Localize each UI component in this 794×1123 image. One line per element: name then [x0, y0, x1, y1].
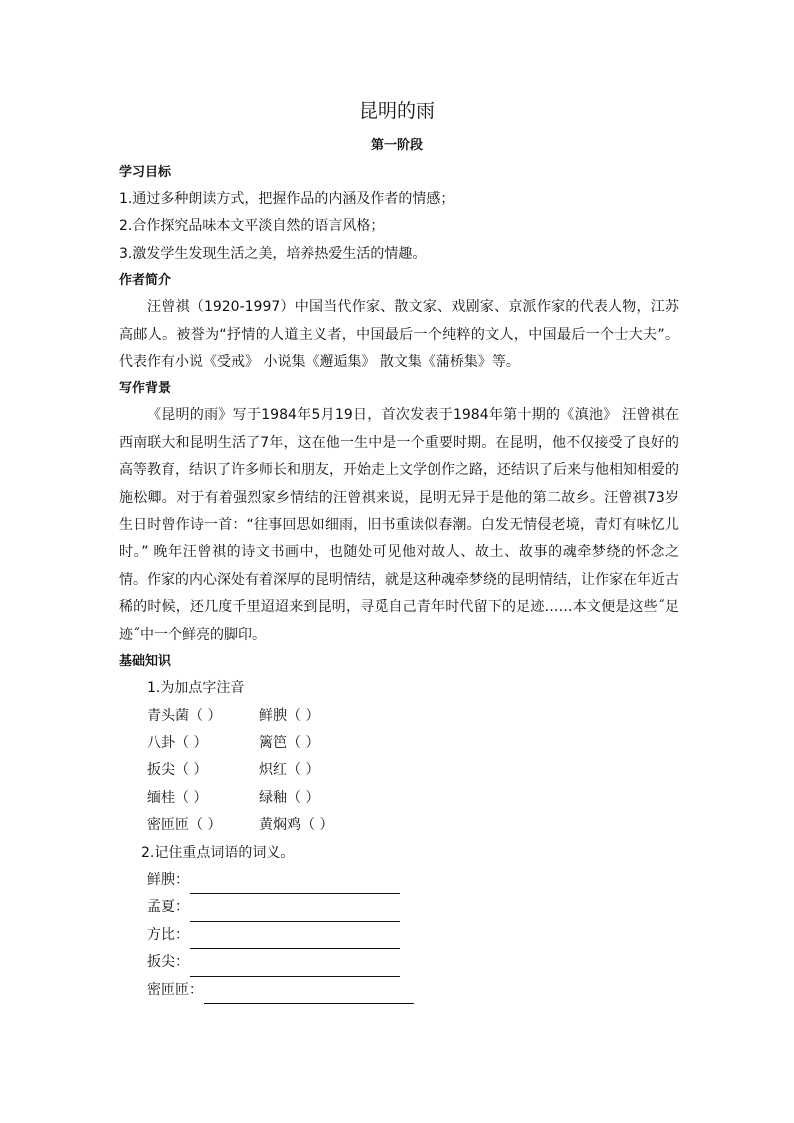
pinyin-blank[interactable]: 篱笆（ ）: [259, 734, 320, 751]
question-meaning: 2.记住重点词语的词义。: [141, 844, 295, 861]
pinyin-row: [119, 812, 679, 839]
section-heading-author: 作者简介: [119, 273, 172, 289]
pinyin-blank[interactable]: 扳尖（ ）: [147, 762, 208, 779]
term-label: 扳尖：: [147, 954, 189, 971]
pinyin-blank[interactable]: 青头菌（ ）: [147, 707, 222, 724]
answer-line[interactable]: [190, 874, 400, 894]
pinyin-blank[interactable]: 鲜腴（ ）: [259, 707, 320, 724]
pinyin-blank[interactable]: 炽红（ ）: [259, 762, 320, 779]
meaning-row: [119, 894, 679, 921]
term-label: 方比：: [147, 926, 189, 943]
meaning-row: [119, 949, 679, 976]
term-label: 孟夏：: [147, 899, 189, 916]
background-paragraph: 《昆明的雨》写于1984年5月19日，首次发表于1984年第十期的《滇池》 汪曾祺在西南联大和昆明生活了7年，这在他一生中是一个重要时期。在昆明，他不仅接受了良好的高等教育，结识了许多师长和朋友，开始走上文学创作之路，还结识了后来与他相知相爱的施松卿。对于有着强烈家乡情结的汪曾祺来说，昆明无异于是他的第二故乡。汪曾祺73岁生日时曾作诗一首：“往事回思如细雨，旧书重读似春潮。白发无情侵老境，青灯有味忆儿时。” 晚年汪曾祺的诗文书画中，也随处可见他对故人、故土、故事的魂牵梦绕的怀念之情。作家的内心深处有着深厚的昆明情结，就是这种魂牵梦绕的昆明情结，让作家在年近古稀的时候，还几度千里迢迢来到昆明，寻觅自己青年时代留下的足迹……本文便是这些˝足迹˝中一个鲜亮的脚印。: [119, 407, 679, 643]
pinyin-row: [119, 730, 679, 757]
pinyin-blank[interactable]: 八卦（ ）: [147, 734, 208, 751]
goal-item: 2.合作探究品味本文平淡自然的语言风格；: [119, 218, 385, 235]
section-heading-basics: 基础知识: [119, 654, 172, 670]
pinyin-row: [119, 703, 679, 730]
pinyin-blank[interactable]: 密匝匝（ ）: [147, 817, 222, 834]
pinyin-blank[interactable]: 绿釉（ ）: [259, 789, 320, 806]
section-heading-goals: 学习目标: [119, 165, 172, 180]
answer-line[interactable]: [190, 902, 400, 922]
stage-label: 第一阶段: [370, 138, 423, 153]
question-pinyin: 1.为加点字注音: [147, 680, 245, 697]
section-heading-background: 写作背景: [119, 381, 172, 397]
answer-line[interactable]: [204, 984, 414, 1004]
answer-line[interactable]: [190, 957, 400, 977]
pinyin-blank[interactable]: 黄焖鸡（ ）: [259, 817, 334, 834]
term-label: 密匝匝：: [147, 981, 203, 998]
meaning-row: [119, 867, 679, 894]
pinyin-blank[interactable]: 缅桂（ ）: [147, 789, 208, 806]
goal-item: 3.激发学生发现生活之美，培养热爱生活的情趣。: [119, 245, 427, 262]
document-title: 昆明的雨: [358, 100, 435, 122]
pinyin-row: [119, 757, 679, 784]
meaning-row: [119, 977, 679, 1004]
meaning-row: [119, 922, 679, 949]
document-body: [119, 160, 679, 1004]
goal-item: 1.通过多种朗读方式，把握作品的内涵及作者的情感；: [119, 191, 455, 207]
author-paragraph: 汪曾祺（1920-1997）中国当代作家、散文家、戏剧家、京派作家的代表人物，江苏高邮人。被誉为“抒情的人道主义者，中国最后一个纯粹的文人，中国最后一个士大夫”。代表作有小说《受戒》 小说集《邂逅集》 散文集《蒲桥集》等。: [119, 299, 679, 371]
term-label: 鲜腴：: [147, 871, 189, 888]
pinyin-row: [119, 785, 679, 812]
answer-line[interactable]: [190, 929, 400, 949]
